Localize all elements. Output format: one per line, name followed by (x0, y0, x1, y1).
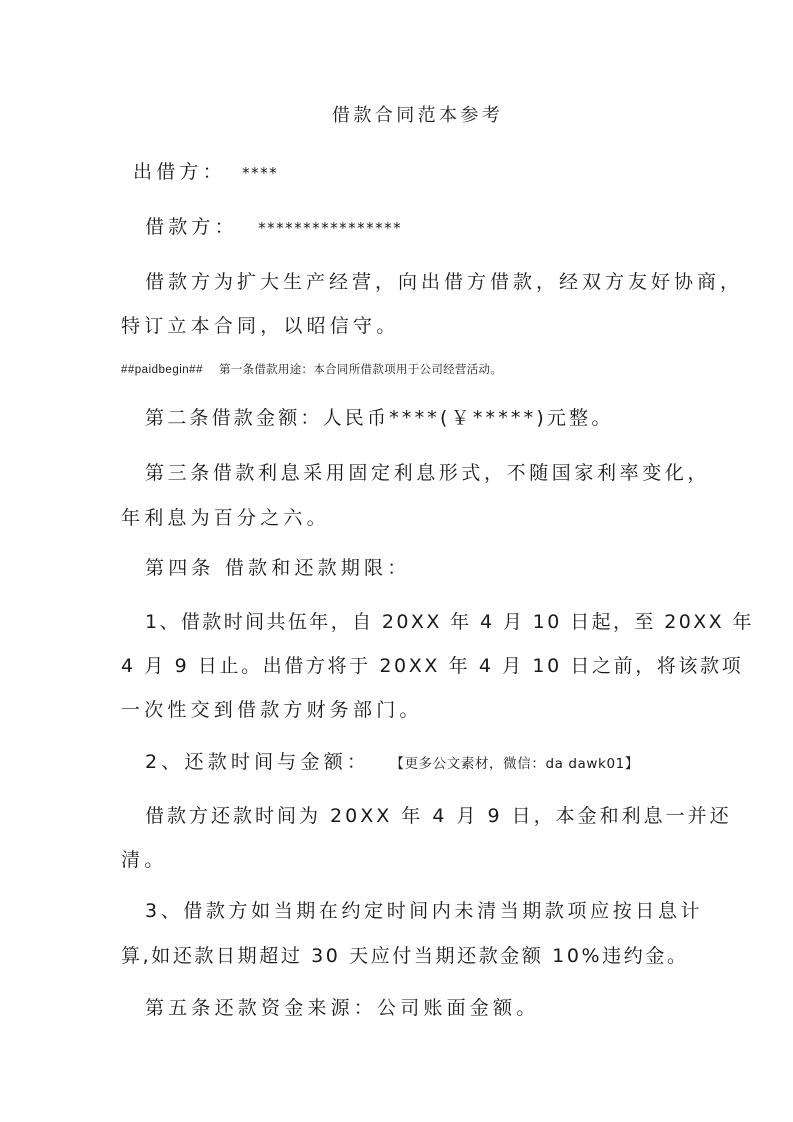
borrower-label: 借款方： (145, 216, 238, 238)
preamble-line-2: 特订立本合同，以昭信守。 (121, 315, 400, 337)
article-3-line-1: 第三条借款利息采用固定利息形式，不随国家利率变化， (145, 462, 711, 484)
article-1-line (121, 361, 502, 378)
article-3-line-2: 年利息为百分之六。 (121, 507, 330, 529)
lender-label: 出借方： (133, 161, 226, 183)
article-1-text: 第一条借款用途：本合同所借款项用于公司经营活动。 (218, 362, 503, 376)
document-title: 借款合同范本参考 (332, 105, 504, 126)
promo-note: 【更多公文素材，微信：da dawk01】 (390, 756, 639, 772)
borrower-line (145, 215, 402, 240)
borrower-value: **************** (258, 219, 403, 237)
clause-1-line-2: 4 月 9 日止。出借方将于 20XX 年 4 月 10 日之前，将该款项 (121, 655, 744, 677)
clause-3-line-2: 算,如还款日期超过 30 天应付当期还款金额 10%违约金。 (121, 945, 689, 967)
clause-1-line-3: 一次性交到借款方财务部门。 (121, 699, 423, 721)
lender-value: **** (242, 164, 279, 182)
article-4-heading: 第四条 借款和还款期限： (145, 557, 411, 579)
preamble-line-1: 借款方为扩大生产经营，向出借方借款，经双方友好协商， (145, 271, 744, 293)
clause-2-body-line-1: 借款方还款时间为 20XX 年 4 月 9 日，本金和利息一并还 (145, 805, 732, 827)
paid-begin-marker: ##paidbegin## (121, 364, 203, 376)
clause-2-line (145, 750, 639, 776)
clause-2-heading: 2、还款时间与金额： (145, 751, 371, 773)
clause-2-body-line-2: 清。 (121, 849, 168, 871)
article-5-text: 第五条还款资金来源：公司账面金额。 (145, 997, 540, 1019)
lender-line (133, 160, 278, 185)
clause-1-line-1: 1、借款时间共伍年，自 20XX 年 4 月 10 日起，至 20XX 年 (145, 611, 754, 633)
article-2-text: 第二条借款金额：人民币****(￥*****)元整。 (145, 407, 614, 429)
clause-3-line-1: 3、借款方如当期在约定时间内未清当期款项应按日息计 (145, 900, 704, 922)
